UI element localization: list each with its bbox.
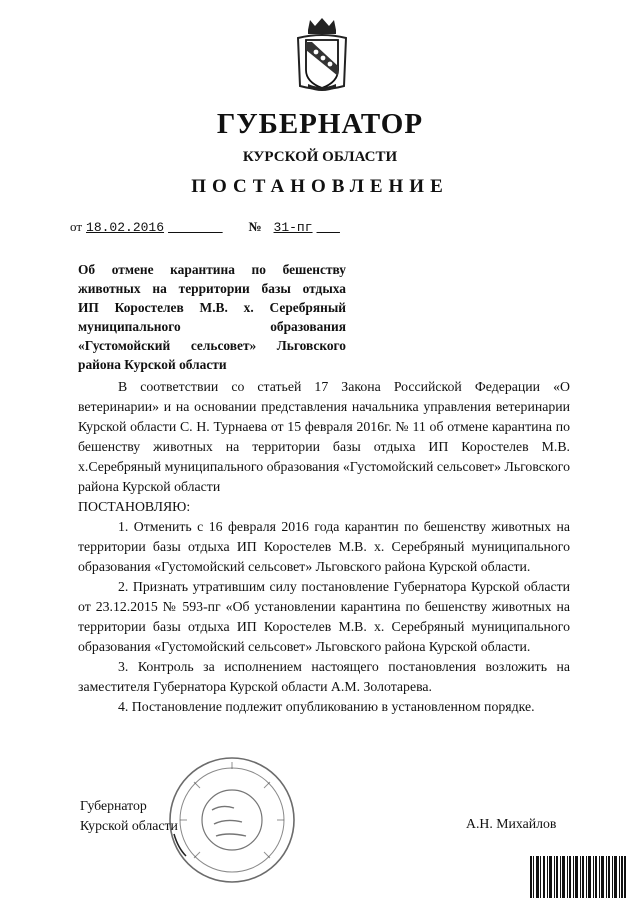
resolution-item-2: 2. Признать утратившим силу постановление Губернатора Курской области от 23.12.2015 № 593-пг «Об установлении карантина по бешенству животных на территории базы отдыха ИП Коростелев М.В. х. Серебряный муниципального образования «Густомойский сельсовет» Льговского района Курской области.: [78, 579, 570, 654]
coat-of-arms-icon: [296, 16, 348, 92]
subject-line: животных на территории базы отдыха: [78, 281, 346, 296]
document-date: 18.02.2016: [86, 220, 165, 235]
official-stamp-icon: [164, 752, 300, 888]
subject-line: «Густомойский сельсовет» Льговского: [78, 338, 346, 353]
signatory-name: А.Н. Михайлов: [466, 816, 557, 831]
subject-line: района Курской области: [78, 357, 227, 372]
number-label: №: [248, 219, 262, 234]
resolution-item-4: 4. Постановление подлежит опубликованию в установленном порядке.: [118, 699, 535, 714]
preamble-paragraph: В соответствии со статьей 17 Закона Российской Федерации «О ветеринарии» и на основании представления начальника управления ветеринарии Курской области С. Н. Турнаева от 15 февраля 2016г. № 11 об отмене карантина по бешенству животных на территории базы отдыха ИП Коростелев М.В. х.Серебряный муниципального образования «Густомойский сельсовет» Льговского района Курской области: [78, 379, 570, 494]
document-body: [78, 377, 570, 717]
document-subject: [78, 260, 346, 374]
subject-line: муниципального образования: [78, 319, 346, 334]
resolution-item-1: 1. Отменить с 16 февраля 2016 года карантин по бешенству животных на территории базы отдыха ИП Коростелев М.В. х. Серебряный муниципального образования «Густомойский сельсовет» Льговского района Курской области.: [78, 519, 570, 574]
document-authority-region: КУРСКОЙ ОБЛАСТИ: [242, 149, 398, 165]
date-number-line: [70, 219, 340, 235]
resolution-item-3: 3. Контроль за исполнением настоящего постановления возложить на заместителя Губернатора Курской области А.М. Золотарева.: [78, 659, 570, 694]
resolve-keyword: ПОСТАНОВЛЯЮ:: [78, 499, 191, 514]
date-label: от: [70, 219, 83, 234]
barcode-icon: [530, 856, 626, 898]
signatory-role-line: Губернатор: [80, 798, 147, 813]
document-type-heading: ПОСТАНОВЛЕНИЕ: [191, 176, 449, 197]
subject-line: ИП Коростелев М.В. х. Серебряный: [78, 300, 346, 315]
document-authority-title: ГУБЕРНАТОР: [216, 108, 424, 140]
signatory-role-line: Курской области: [80, 818, 178, 833]
subject-line: Об отмене карантина по бешенству: [78, 262, 346, 277]
document-number: 31-пг: [273, 220, 313, 235]
